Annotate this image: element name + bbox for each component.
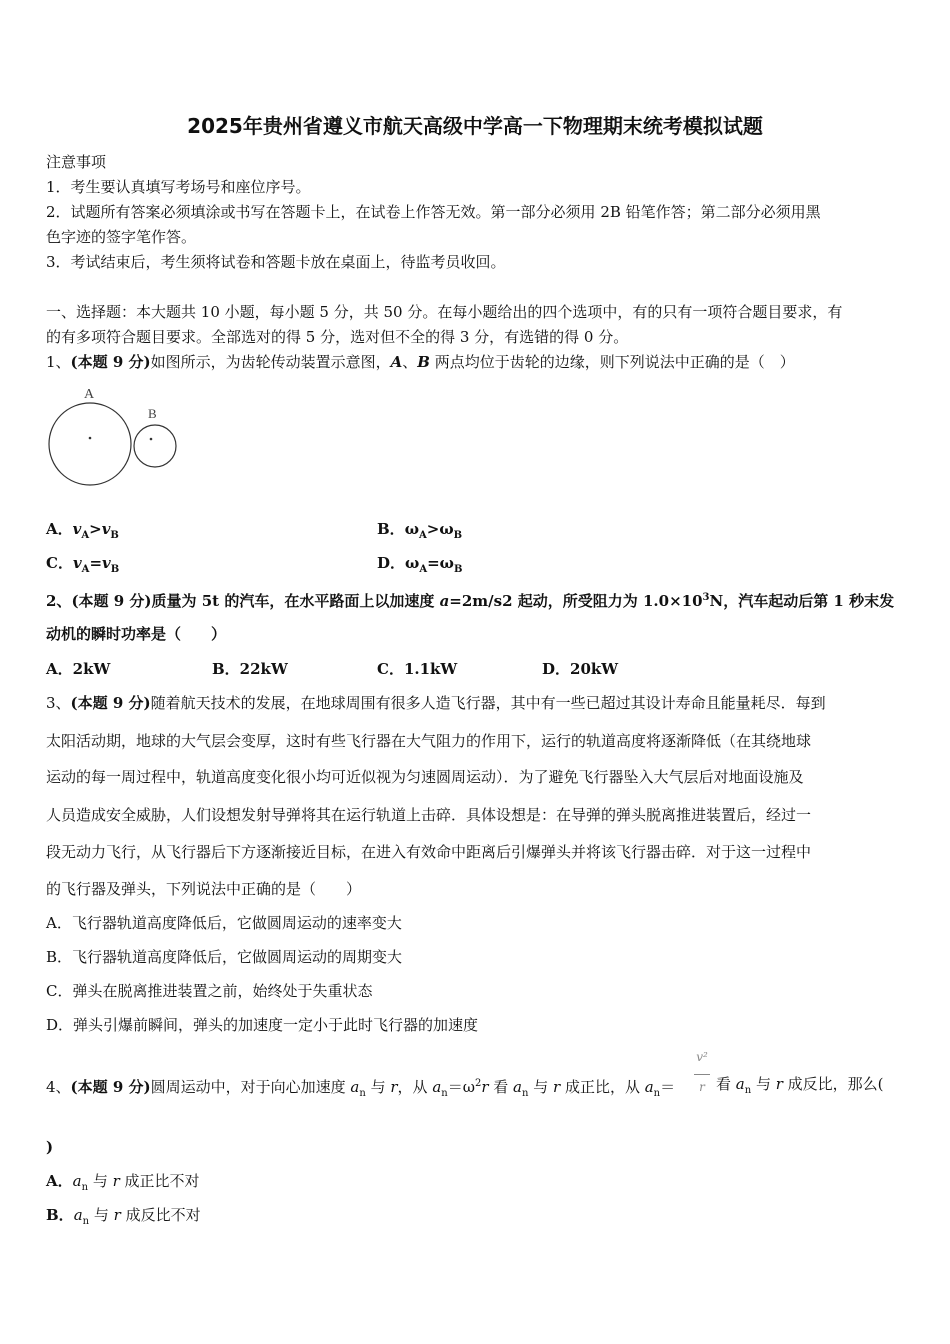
- point-a-label: A: [390, 353, 403, 371]
- fraction-numerator: v²: [696, 1050, 708, 1064]
- q3-option-c[interactable]: C．弹头在脱离推进装置之前，始终处于失重状态: [46, 982, 373, 1000]
- question-text: N，汽车起动后第 1 秒末发: [709, 592, 895, 610]
- large-gear-center: [89, 437, 92, 440]
- question-4-stem-tail: 看 $a_n$ 与 r 成反比，那么(: [716, 1075, 884, 1096]
- section-intro: 的有多项符合题目要求。全部选对的得 5 分，选对但不全的得 3 分，有选错的得 0 分。: [46, 328, 629, 346]
- q3-option-a[interactable]: A．飞行器轨道高度降低后，它做圆周运动的速率变大: [46, 914, 402, 932]
- q1-option-b[interactable]: B．$\omega_A>\omega_B$: [377, 520, 463, 541]
- question-3-line: 的飞行器及弹头，下列说法中正确的是（ ）: [46, 880, 362, 898]
- question-score: (本题 9 分): [71, 592, 152, 610]
- question-3-line: 段无动力飞行，从飞行器后下方逐渐接近目标，在进入有效命中距离后引爆弹头并将该飞行器击碎．对于这一过程中: [46, 843, 812, 861]
- question-1-stem: [46, 352, 795, 372]
- q1-option-d[interactable]: D．$\omega_A=\omega_B$: [377, 554, 463, 575]
- q1-option-c[interactable]: C．$v_A=v_B$: [46, 554, 120, 575]
- section-intro: 一、选择题：本大题共 10 小题，每小题 5 分，共 50 分。在每小题给出的四个选项中，有的只有一项符合题目要求，有: [46, 303, 843, 321]
- figure-label-a: A: [84, 387, 95, 402]
- question-text: =2m/s2 起动，所受阻力为 1.0×10: [449, 592, 703, 610]
- question-3-stem: [46, 693, 826, 713]
- notice-item: 色字迹的签字笔作答。: [46, 228, 197, 246]
- question-text: 两点均位于齿轮的边缘，则下列说法中正确的是（ ）: [429, 353, 795, 371]
- q3-option-d[interactable]: D．弹头引爆前瞬间，弹头的加速度一定小于此时飞行器的加速度: [46, 1016, 479, 1034]
- question-text: 随着航天技术的发展，在地球周围有很多人造飞行器，其中有一些已超过其设计寿命且能量耗尽．每到: [150, 694, 826, 712]
- question-score: (本题 9 分): [70, 1078, 151, 1096]
- question-number: 3、: [46, 694, 71, 712]
- notice-item: 2．试题所有答案必须填涂或书写在答题卡上，在试卷上作答无效。第一部分必须用 2B 铅笔作答；第二部分必须用黑: [46, 203, 821, 221]
- question-2-stem: [46, 588, 894, 611]
- question-number: 1、: [46, 353, 71, 371]
- large-gear-circle: [49, 403, 131, 485]
- question-text: 质量为 5t 的汽车，在水平路面上以加速度: [151, 592, 440, 610]
- exponent: 3: [702, 592, 710, 603]
- q2-option-c[interactable]: C．1.1kW: [377, 660, 458, 678]
- question-3-line: 人员造成安全威胁，人们设想发射导弹将其在运行轨道上击碎．具体设想是：在导弹的弹头脱离推进装置后，经过一: [46, 806, 812, 824]
- gear-diagram: [44, 382, 184, 492]
- question-text: 如图所示，为齿轮传动装置示意图，: [150, 353, 391, 371]
- notice-item: 1．考生要认真填写考场号和座位序号。: [46, 178, 311, 196]
- small-gear-circle: [134, 425, 176, 467]
- fraction-bar: [694, 1074, 710, 1075]
- point-b-label: B: [417, 353, 430, 371]
- notice-item: 3．考试结束后，考生须将试卷和答题卡放在桌面上，待监考员收回。: [46, 253, 506, 271]
- question-number: 4、: [46, 1078, 71, 1096]
- q4-option-b[interactable]: B．$a_n$ 与 r 成反比不对: [46, 1206, 201, 1227]
- q3-option-b[interactable]: B．飞行器轨道高度降低后，它做圆周运动的周期变大: [46, 948, 403, 966]
- variable-a: a: [439, 592, 450, 610]
- q4-option-a[interactable]: A．$a_n$ 与 r 成正比不对: [46, 1172, 200, 1193]
- figure-label-b: B: [148, 406, 157, 421]
- q1-option-a[interactable]: A．$v_A>v_B$: [46, 520, 119, 541]
- q2-option-d[interactable]: D．20kW: [542, 660, 619, 678]
- page-title: 2025年贵州省遵义市航天高级中学高一下物理期末统考模拟试题: [187, 114, 763, 138]
- question-4-close: ): [46, 1138, 54, 1156]
- question-number: 2、: [46, 592, 72, 610]
- question-score: (本题 9 分): [70, 694, 151, 712]
- fraction-denominator: r: [699, 1080, 705, 1094]
- q2-option-b[interactable]: B．22kW: [212, 660, 288, 678]
- separator: 、: [402, 353, 418, 371]
- small-gear-center: [150, 438, 153, 441]
- question-score: (本题 9 分): [70, 353, 151, 371]
- question-3-line: 运动的每一周过程中，轨道高度变化很小均可近似视为匀速圆周运动）．为了避免飞行器坠入大气层后对地面设施及: [46, 768, 804, 786]
- question-2-stem-cont: 动机的瞬时功率是（ ）: [46, 625, 227, 643]
- q2-option-a[interactable]: A．2kW: [46, 660, 111, 678]
- question-3-line: 太阳活动期，地球的大气层会变厚，这时有些飞行器在大气阻力的作用下，运行的轨道高度将逐渐降低（在其绕地球: [46, 732, 812, 750]
- question-4-stem: 4、(本题 9 分)圆周运动中，对于向心加速度 $a_n$ 与 r，从 $a_n=\omega^2r$ 看 $a_n$ 与 r 成正比，从 $a_n=$: [46, 1078, 676, 1099]
- notice-heading: 注意事项: [46, 153, 107, 171]
